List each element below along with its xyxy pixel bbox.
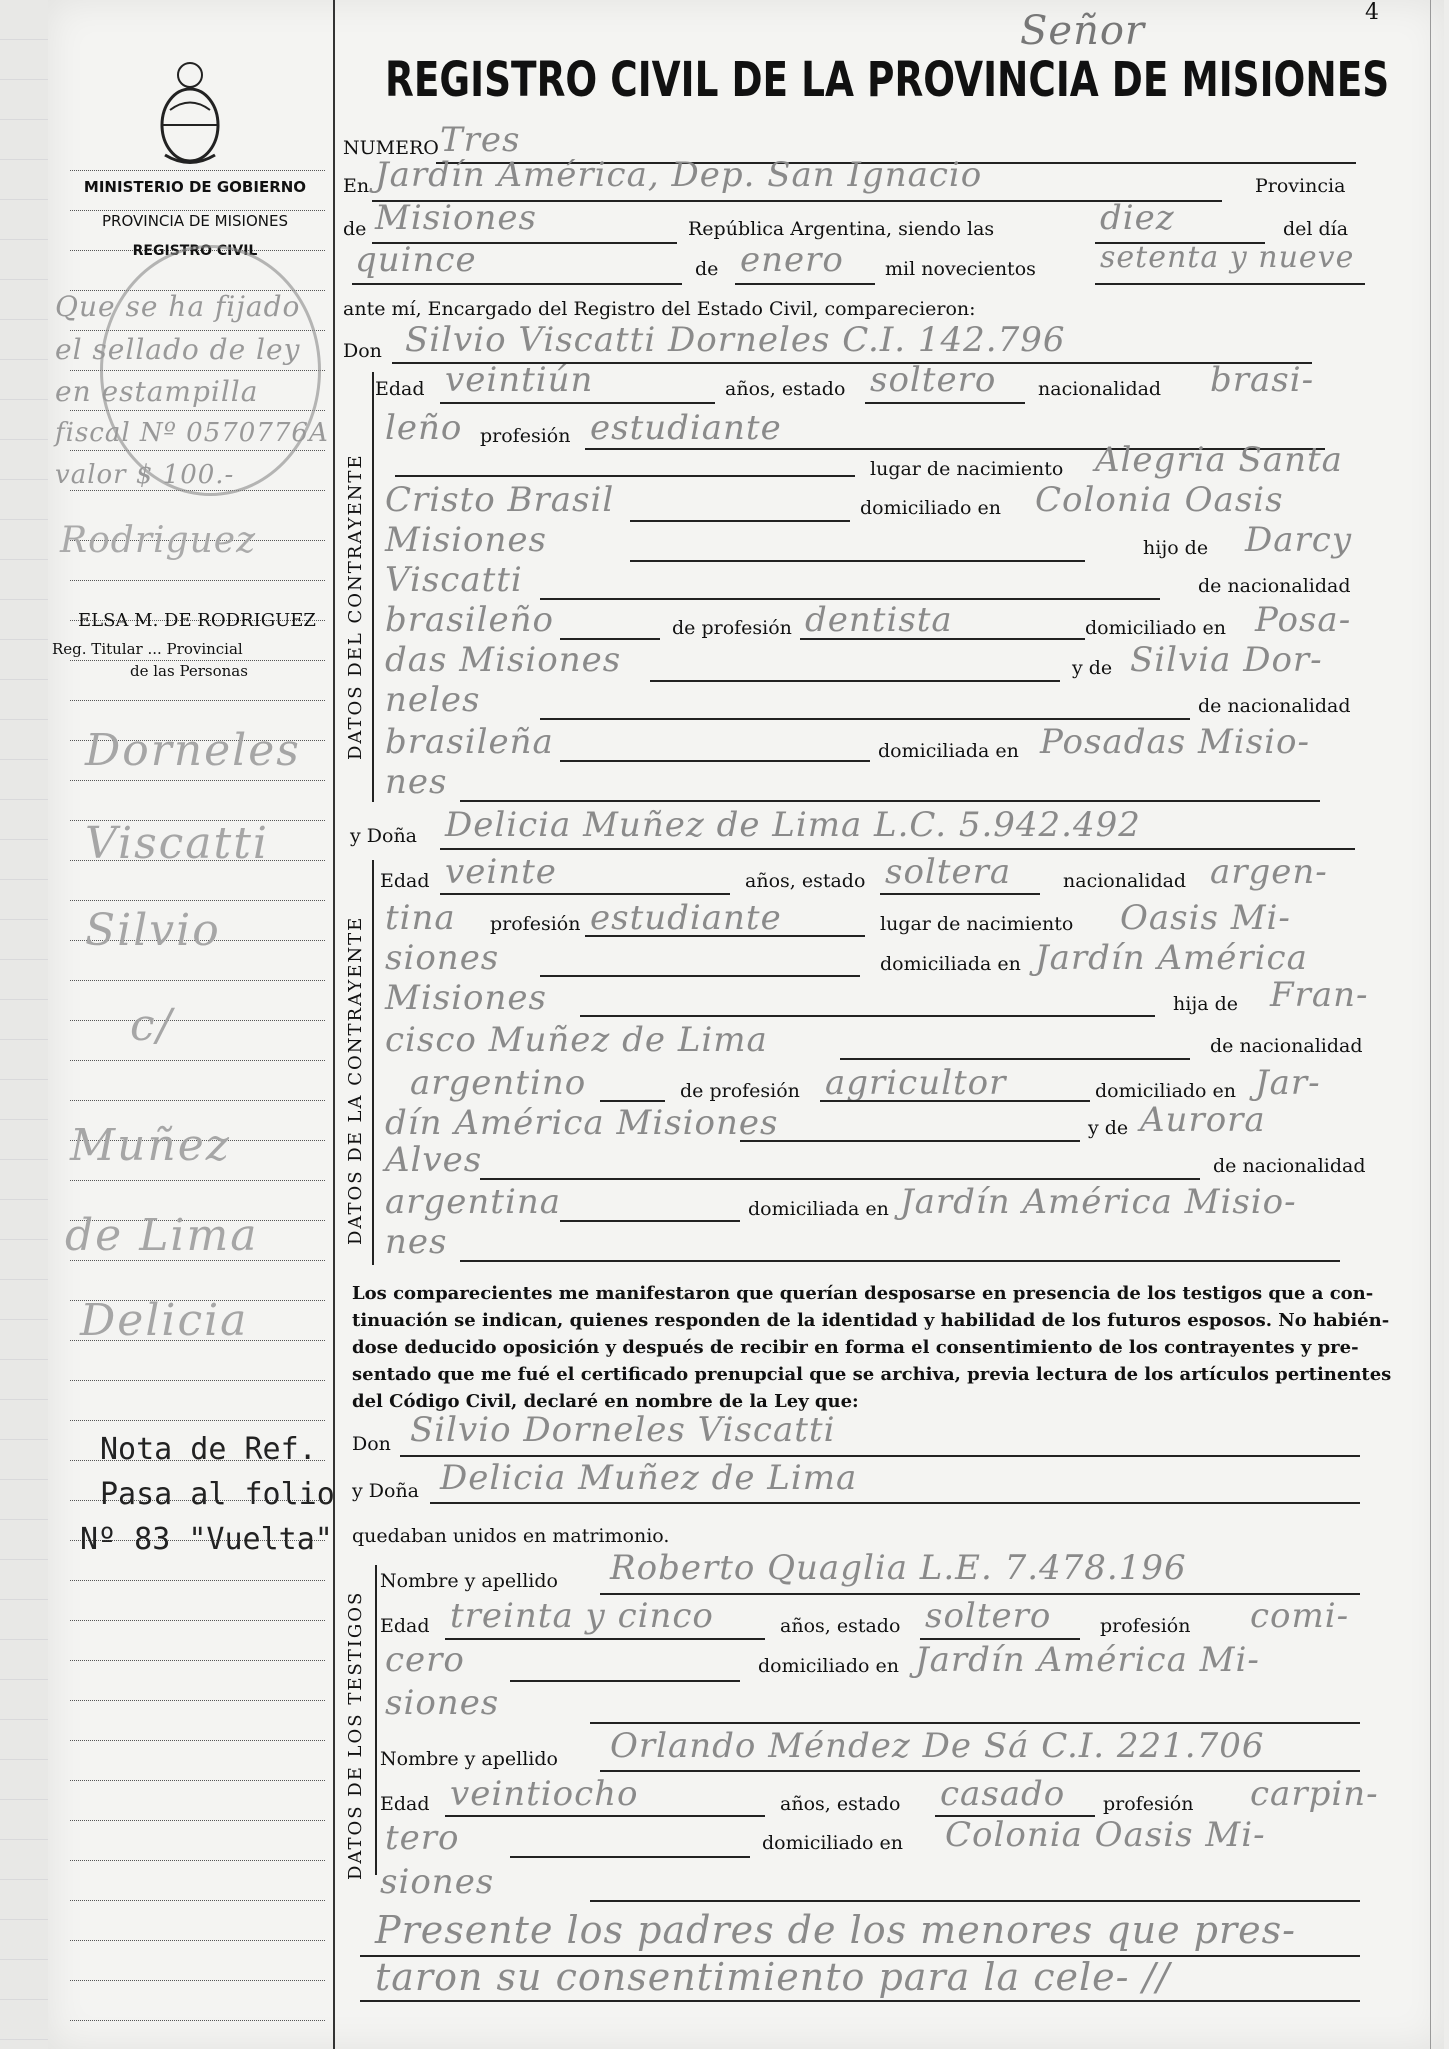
- mil-label: mil novecientos: [885, 258, 1036, 280]
- f-madre-value1: Aurora: [1140, 1100, 1266, 1140]
- anio-value: setenta y nueve: [1100, 240, 1355, 275]
- t2-anios-label: años, estado: [780, 1793, 901, 1815]
- ref-note-line2: Pasa al folio: [100, 1477, 335, 1512]
- c-madre-nac-line: [560, 760, 870, 762]
- f-de-prof-label: de profesión: [680, 1080, 800, 1102]
- decl-dona-label: y Doña: [352, 1480, 420, 1502]
- f-padre-line: [840, 1058, 1190, 1060]
- f-prof-label: profesión: [490, 913, 581, 935]
- c-edad-label: Edad: [375, 378, 425, 400]
- en-label: En: [343, 175, 370, 197]
- t2-dom-value2: siones: [380, 1862, 495, 1902]
- f-dom-value1: Jardín América: [1035, 938, 1308, 978]
- seal-role2: de las Personas: [130, 662, 248, 680]
- t2-nombre-line: [600, 1770, 1360, 1772]
- c-hijo-label: hijo de: [1143, 537, 1209, 559]
- mes-line: [735, 283, 875, 285]
- numero-value: Tres: [440, 120, 521, 160]
- quedaban-text: quedaban unidos en matrimonio.: [352, 1525, 670, 1547]
- binding-margin: [0, 0, 48, 2049]
- de2-label: de: [695, 258, 719, 280]
- provincia-value: Misiones: [375, 198, 537, 238]
- index-name1: Silvio: [85, 905, 221, 956]
- c-edad-value: veintiún: [445, 360, 594, 400]
- c-madre-nac: brasileña: [385, 722, 554, 762]
- f-madre-value2: Alves: [385, 1140, 483, 1180]
- t1-nombre-line: [600, 1593, 1360, 1595]
- decl-don-line: [400, 1455, 1360, 1457]
- c-edad-line: [440, 402, 715, 404]
- c-dom-line: [630, 560, 1085, 562]
- t1-dom-label: domiciliado en: [758, 1655, 900, 1677]
- t2-edad-label: Edad: [380, 1793, 430, 1815]
- c-dom-label: domiciliado en: [860, 497, 1002, 519]
- f-domiciliada-label: domiciliada en: [748, 1198, 889, 1220]
- t2-prof-value1: carpin-: [1250, 1774, 1379, 1814]
- t2-nombre-label: Nombre y apellido: [380, 1748, 558, 1770]
- f-madre-line: [480, 1178, 1200, 1180]
- declaration-line1: Los comparecientes me manifestaron que querían desposarse en presencia de los testigos que a con-: [352, 1283, 1374, 1304]
- ministry-line2: PROVINCIA DE MISIONES: [102, 212, 288, 230]
- c-de-prof-label: de profesión: [672, 617, 792, 639]
- f-dom-line: [580, 1015, 1155, 1017]
- right-edge: [1430, 0, 1431, 2049]
- c-madre-dom-line: [460, 800, 1320, 802]
- f-anios-label: años, estado: [745, 870, 866, 892]
- index-with: c/: [130, 1000, 174, 1051]
- f-padre-prof: agricultor: [825, 1063, 1007, 1103]
- decl-dona-line: [430, 1502, 1360, 1504]
- t1-prof-label: profesión: [1100, 1615, 1191, 1637]
- index-surname2: Viscatti: [85, 818, 269, 869]
- c-y-de-label: y de: [1072, 657, 1113, 679]
- contrayenta-side-label: DATOS DE LA CONTRAYENTE: [345, 915, 366, 1245]
- stamp-note-line2: el sellado de ley: [55, 333, 301, 366]
- corner-scribble: Señor: [1020, 8, 1146, 54]
- footer-note-line2: taron su consentimiento para la cele- //: [375, 1955, 1171, 1999]
- stamp-note-line5: valor $ 100.-: [55, 460, 235, 490]
- ref-note-line3: Nº 83 "Vuelta": [80, 1522, 333, 1557]
- footer-line2: [360, 2000, 1360, 2002]
- t1-prof-value1: comi-: [1250, 1596, 1350, 1636]
- footer-note-line1: Presente los padres de los menores que pres-: [375, 1908, 1296, 1952]
- index-surname4: de Lima: [65, 1210, 259, 1261]
- t1-anios-label: años, estado: [780, 1615, 901, 1637]
- index-name2: Delicia: [80, 1295, 249, 1346]
- hora-value: diez: [1100, 198, 1175, 238]
- f-madre-nac: argentina: [385, 1182, 562, 1222]
- t2-dom-value1: Colonia Oasis Mi-: [945, 1815, 1266, 1855]
- c-estado-value: soltero: [870, 360, 997, 400]
- ante-text: ante mí, Encargado del Registro del Estado Civil, comparecieron:: [343, 298, 976, 320]
- f-padre-prof-line: [820, 1100, 1090, 1102]
- t1-edad-value: treinta y cinco: [450, 1596, 714, 1636]
- f-dom-value2: Misiones: [385, 978, 547, 1018]
- c-dom-value1: Colonia Oasis: [1035, 480, 1284, 520]
- provincia-label: Provincia: [1255, 175, 1346, 197]
- c-lugar-label: lugar de nacimiento: [870, 458, 1064, 480]
- anio-line: [1095, 283, 1365, 285]
- c-dom-en-label: domiciliado en: [1085, 617, 1227, 639]
- f-padre-dom2: dín América Misiones: [385, 1103, 779, 1143]
- f-lugar-line: [540, 975, 860, 977]
- t2-edad-value: veintiocho: [450, 1774, 639, 1814]
- c-nac-value1: brasi-: [1210, 360, 1315, 400]
- t1-dom-line: [590, 1722, 1360, 1724]
- c-padre-dom-line: [650, 680, 1060, 682]
- f-padre-value1: Fran-: [1270, 975, 1369, 1015]
- c-madre-dom2: nes: [385, 762, 448, 802]
- dona-value: Delicia Muñez de Lima L.C. 5.942.492: [445, 805, 1141, 845]
- de-label: de: [343, 218, 367, 240]
- t1-nombre-value: Roberto Quaglia L.E. 7.478.196: [610, 1548, 1187, 1588]
- c-padre-nac: brasileño: [385, 600, 554, 640]
- f-padre-value2: cisco Muñez de Lima: [385, 1020, 768, 1060]
- c-dom-value2: Misiones: [385, 520, 547, 560]
- c-padre-dom1: Posa-: [1255, 600, 1352, 640]
- f-lugar-value2: siones: [385, 938, 500, 978]
- f-madre-nac-line: [560, 1220, 740, 1222]
- c-de-nac2-label: de nacionalidad: [1198, 695, 1351, 717]
- c-madre-value2: neles: [385, 680, 481, 720]
- t2-edad-line: [445, 1815, 765, 1817]
- don-label: Don: [343, 340, 382, 362]
- ref-note-line1: Nota de Ref.: [100, 1432, 317, 1467]
- f-madre-dom1: Jardín América Misio-: [900, 1182, 1297, 1222]
- c-madre-line: [540, 718, 1190, 720]
- f-de-nac-label: de nacionalidad: [1210, 1035, 1363, 1057]
- c-anios-label: años, estado: [725, 378, 846, 400]
- page-number: 4: [1365, 0, 1379, 25]
- t1-dom-value1: Jardín América Mi-: [915, 1640, 1260, 1680]
- c-madre-value1: Silvia Dor-: [1130, 640, 1323, 680]
- ministry-line3: REGISTRO CIVIL: [132, 243, 258, 259]
- declaration-line2: tinuación se indican, quienes responden de la identidad y habilidad de los futuros esposos. No habién-: [352, 1310, 1390, 1331]
- index-surname1: Dorneles: [85, 725, 301, 776]
- f-lugar-label: lugar de nacimiento: [880, 913, 1074, 935]
- t2-prof-value2: tero: [385, 1818, 460, 1858]
- c-lugar-value2: Cristo Brasil: [385, 480, 615, 520]
- f-edad-line: [440, 893, 730, 895]
- c-de-nac-label: de nacionalidad: [1198, 575, 1351, 597]
- c-padre-value1: Darcy: [1245, 520, 1353, 560]
- numero-label: NUMERO: [343, 137, 439, 159]
- testigos-bracket: [375, 1565, 377, 1875]
- c-lugar-value1: Alegria Santa: [1095, 440, 1343, 480]
- t2-prof-line: [510, 1856, 750, 1858]
- t1-dom-value2: siones: [385, 1683, 500, 1723]
- decl-dona-value: Delicia Muñez de Lima: [440, 1458, 858, 1498]
- document-title: REGISTRO CIVIL DE LA PROVINCIA DE MISIONES: [385, 52, 1390, 108]
- testigos-side-label: DATOS DE LOS TESTIGOS: [345, 1590, 366, 1880]
- seal-role1: Reg. Titular ... Provincial: [52, 640, 243, 658]
- contrayente-bracket: [372, 372, 374, 802]
- index-surname3: Muñez: [70, 1120, 231, 1171]
- don-value: Silvio Viscatti Dorneles C.I. 142.796: [405, 320, 1066, 360]
- f-y-de-label: y de: [1088, 1117, 1129, 1139]
- ministry-line1: MINISTERIO DE GOBIERNO: [83, 178, 307, 196]
- del-dia-label: del día: [1283, 218, 1349, 240]
- c-estado-line: [865, 402, 1025, 404]
- f-estado-value: soltera: [885, 852, 1012, 892]
- f-padre-dom-line: [740, 1140, 1080, 1142]
- t2-nombre-value: Orlando Méndez De Sá C.I. 221.706: [610, 1726, 1265, 1766]
- f-nac-value1: argen-: [1210, 852, 1328, 892]
- f-dom-en-label: domiciliado en: [1095, 1080, 1237, 1102]
- t1-edad-line: [445, 1638, 765, 1640]
- declaration-line5: del Código Civil, declaré en nombre de la Ley que:: [352, 1391, 859, 1412]
- mes-value: enero: [740, 240, 844, 280]
- t1-nombre-label: Nombre y apellido: [380, 1570, 558, 1592]
- republica-text: República Argentina, siendo las: [688, 218, 995, 240]
- c-nac-label: nacionalidad: [1038, 378, 1162, 400]
- c-domiciliada-label: domiciliada en: [878, 740, 1019, 762]
- stamp-note-line1: Que se ha fijado: [55, 290, 301, 323]
- f-padre-nac: argentino: [410, 1063, 587, 1103]
- t2-dom-label: domiciliado en: [762, 1832, 904, 1854]
- c-madre-dom1: Posadas Misio-: [1040, 722, 1310, 762]
- decl-don-label: Don: [352, 1433, 391, 1455]
- t2-dom-line: [590, 1900, 1360, 1902]
- declaration-line4: sentado que me fué el certificado prenupcial que se archiva, previa lectura de los artículos pertinentes: [352, 1364, 1392, 1385]
- c-padre-prof-line: [800, 638, 1085, 640]
- f-edad-value: veinte: [445, 852, 557, 892]
- dona-line: [440, 848, 1355, 850]
- t1-prof-line: [510, 1680, 740, 1682]
- dia-line: [352, 283, 682, 285]
- stamp-note-line4: fiscal Nº 0570776A: [55, 418, 329, 448]
- contrayente-side-label: DATOS DEL CONTRAYENTE: [345, 453, 366, 760]
- stamp-note-line3: en estampilla: [55, 375, 259, 408]
- c-padre-dom2: das Misiones: [385, 640, 622, 680]
- y-dona-label: y Doña: [350, 825, 418, 847]
- dia-value: quince: [355, 240, 477, 280]
- f-estado-line: [880, 893, 1040, 895]
- f-hija-label: hija de: [1173, 993, 1238, 1015]
- f-nac-value2: tina: [385, 898, 456, 938]
- seal-name: ELSA M. DE RODRIGUEZ: [78, 610, 316, 631]
- t1-edad-label: Edad: [380, 1615, 430, 1637]
- f-lugar-value1: Oasis Mi-: [1120, 898, 1291, 938]
- t2-estado-value: casado: [940, 1774, 1066, 1814]
- f-de-nac2-label: de nacionalidad: [1213, 1155, 1366, 1177]
- c-prof-label: profesión: [480, 425, 571, 447]
- margin-divider: [333, 0, 335, 2049]
- f-edad-label: Edad: [380, 870, 430, 892]
- coat-of-arms-icon: [150, 55, 230, 170]
- f-madre-dom2: nes: [385, 1222, 448, 1262]
- registry-seal-stamp: [100, 245, 321, 496]
- f-prof-line: [585, 935, 865, 937]
- t1-estado-value: soltero: [925, 1596, 1052, 1636]
- f-prof-value: estudiante: [590, 898, 782, 938]
- c-nac-value2: leño: [385, 408, 463, 448]
- f-nac-label: nacionalidad: [1063, 870, 1187, 892]
- c-padre-value2: Viscatti: [385, 560, 523, 600]
- declaration-line3: dose deducido oposición y después de recibir en forma el consentimiento de los contrayentes y pre-: [352, 1337, 1359, 1358]
- f-madre-dom-line: [460, 1260, 1340, 1262]
- f-padre-dom1: Jar-: [1255, 1063, 1321, 1103]
- decl-don-value: Silvio Dorneles Viscatti: [410, 1410, 836, 1450]
- contrayenta-bracket: [372, 860, 374, 1265]
- c-blank-line: [395, 475, 855, 477]
- c-padre-prof: dentista: [805, 600, 953, 640]
- margin-signature: Rodriguez: [60, 520, 257, 561]
- f-padre-nac-line: [600, 1100, 665, 1102]
- t2-prof-label: profesión: [1103, 1793, 1194, 1815]
- t1-prof-value2: cero: [385, 1640, 465, 1680]
- en-value: Jardín América, Dep. San Ignacio: [375, 155, 983, 195]
- c-lugar-line: [630, 520, 850, 522]
- c-prof-value: estudiante: [590, 408, 782, 448]
- f-dom-label: domiciliada en: [880, 953, 1021, 975]
